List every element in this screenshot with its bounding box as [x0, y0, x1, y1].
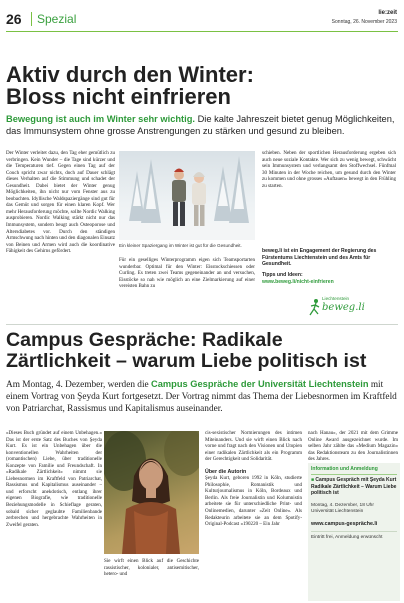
author-photo [104, 431, 199, 554]
article1-title [6, 64, 254, 108]
article2-title [6, 330, 402, 372]
header-date: Sonntag, 26. November 2023 [331, 19, 397, 25]
article-divider [6, 324, 398, 325]
author-bio: Şeyda Kurt, geboren 1992 in Köln, studierte Philosophie, Romanistik und Kulturjournalismus in Köln, Bordeaux und Berlin. Als freie Journalistin und Kolumnistin arbeitete sie für unterschiedliche Print- und Onlinemedien, darunter «Zeit Online». Als Redakteurin arbeitete sie an dem Spotify-Original-Podcast «190220 – Ein Jahr [205, 475, 302, 528]
author-heading: Über die Autorin [205, 468, 247, 475]
bewegli-logo [308, 294, 378, 318]
article2-title-line2: Zärtlichkeit – warum Liebe politisch ist [6, 350, 367, 372]
info-url[interactable]: www.campus-gespräche.li [311, 521, 378, 527]
section-title: Spezial [37, 12, 77, 26]
info-item [311, 477, 397, 497]
article1-lead [6, 113, 398, 137]
article1-col2-text: Für ein geselliges Winterprogramm eigen sich Teamsportarten wunderbar. Optimal für den Winter: Eisstockschiessen oder Curling. Es treten zwei Teams gegeneinander an und versuchen, Eisstöcke so nah wie möglich an eine Zielmarkierung auf einer vereisten Bahn zu [119, 257, 255, 290]
winter-photo-caption: Ein kleiner Spaziergang im Winter ist gut für die Gesundheit. [119, 243, 242, 248]
article2-lead-part1: Am Montag, 4. Dezember, werden die [6, 380, 151, 390]
winter-photo [119, 151, 255, 240]
article1-lead-highlight: Bewegung ist auch im Winter sehr wichtig. [6, 114, 195, 124]
article2-col4 [308, 430, 398, 462]
winter-scene-illustration [119, 151, 255, 240]
info-box-rule [311, 474, 397, 475]
author-portrait-illustration [104, 431, 199, 554]
info-bullet-icon: ■ [311, 477, 316, 483]
header-rule [6, 31, 398, 32]
bewegli-logo-big: beweg.li [322, 302, 365, 313]
article1-title-line1: Aktiv durch den Winter: [6, 62, 254, 87]
tips-label: Tipps und Ideen: [262, 272, 303, 278]
header-divider [31, 12, 32, 26]
article2-lead [6, 378, 398, 415]
page-number: 26 [6, 11, 22, 27]
tips-url[interactable]: www.beweg.li/nicht-einfrieren [262, 279, 334, 285]
info-box-title: Information und Anmeldung [311, 466, 378, 472]
article2-title-line1: Campus Gespräche: Radikale [6, 329, 283, 351]
info-note: Eintritt frei, Anmeldung erwünscht [311, 535, 383, 540]
bewegli-logo-icon [308, 298, 320, 316]
article1-col3-text: schieben. Neben der sportlichen Herausforderung ergeben sich auch neue soziale Kontakte. Wer sich zu wenig bewegt, schwächt sein Immunsystem und verlangsamt den Stoffwechsel. Fünfmal 30 Minuten in der Woche reichen, um gesund durch den Winter zu kommen und ohne grosses «Auftauen» bewegt in den Frühling zu starten. [262, 150, 396, 189]
article1-col1-text: Der Winter verleitet dazu, den Tag eher gemütlich zu verbringen. Kein Wunder – die Tage sind kürzer und die Temperaturen tief. Gegen einen Tag auf der Couch spricht zwar nichts, doch auf Dauer schlägt dieses Verhalten auf die Stimmung und schadet der Gesundheit. Dabei bietet der Winter genug Möglichkeiten, ihn nicht nur vom Fenster aus zu beobachten. Idyllische Waldspaziergänge sind gut für das Gemüt und sorgen für einen klaren Kopf. Wer mehr Herausforderung möchte, sollte Nordic Walking ausprobieren. Nordic Walking stärkt nicht nur das Immunsystem, sondern beugt auch Osteoporose und Altersdiabetes vor. Durch den ständigen Armschwung nach hinten und den diagonalen Einsatz von Beinen und Armen wird auch die koordinative Fähigkeit des Gehirns gefördert. [6, 150, 115, 255]
article1-col3 [262, 150, 396, 246]
article2-col2-caption: Sie wirft einen Blick auf die Geschichte rassistischer, kolonialer, antisemitischer, hetero- und [104, 558, 199, 578]
bewegli-logo-small: Liechtenstein [322, 296, 350, 301]
article2-lead-part2: mit einem Vortrag von Şeyda Kurt fortgesetzt. Der Vortrag nimmt das Thema der Liebesnormen im Kraftfeld von Patriarchat, Rassismus und Kapitalismus auseinander. [6, 380, 397, 414]
article2-col4-text: nach Hanau», der 2021 mit dem Grimme Online Award ausgezeichnet wurde. Im selben Jahr zählte das «Medium Magazin» das Redaktionsteam zu den Journalistinnen des Jahres. [308, 430, 398, 462]
article2-col3 [205, 430, 302, 600]
brand: lie:zeit [378, 10, 397, 16]
info-date: Montag, 4. Dezember, 18 Uhr Universität Liechtenstein [311, 503, 374, 515]
info-box [308, 463, 400, 601]
info-item-text: Campus Gespräch mit Şeyda Kurt Radikale Zärtlichkeit – Warum Liebe politisch ist [311, 477, 397, 496]
article1-title-line2: Bloss nicht einfrieren [6, 84, 231, 109]
article2-col1-text: «Dieses Buch gründet auf einem Unbehagen.» Das ist der erste Satz des Buches von Şeyda Kurt. Es ist ein Unbehagen über die konventionellen Wahrheiten der (romantischen) Liebe, über traditionelle Konzepte von Familie und Freundschaft. In «Radikale Zärtlichkeit» nimmt sie Liebesnormen im Kraftfeld von Patriarchat, Rassismus und Kapitalismus auseinander – und erforscht anekdotisch, entlang ihrer eigenen Biografie, wie traditionelle Beziehungsmodelle in Schieflage geraten, sobald sicher geglaubte Familienbande zerbrechen und hergebrachte Wahrheiten in Zweifel geraten. [6, 430, 102, 528]
article2-lead-highlight: Campus Gespräche der Universität Liechtenstein [150, 379, 369, 389]
article1-col1 [6, 150, 115, 343]
bewegli-note: beweg.li ist ein Engagement der Regierung des Fürstentums Liechtenstein und des Amts für Gesundheit. [262, 248, 377, 268]
info-rule-2 [311, 531, 397, 532]
article2-col3-text: cis-sexistischer Normierungen des intimen Miteinanders. Und sie wirft einen Blick nach vorne und fragt nach den Visionen und Utopien einer radikalen Zärtlichkeit als ein Programm der Gerechtigkeit und Solidarität. [205, 430, 302, 463]
article1-lead-rest: Die kalte Jahreszeit bietet genug Möglichkeiten, das Immunsystem ohne grosse Anstrengungen zu stärken und gesund zu bleiben. [6, 114, 395, 136]
article2-col1 [6, 430, 102, 600]
